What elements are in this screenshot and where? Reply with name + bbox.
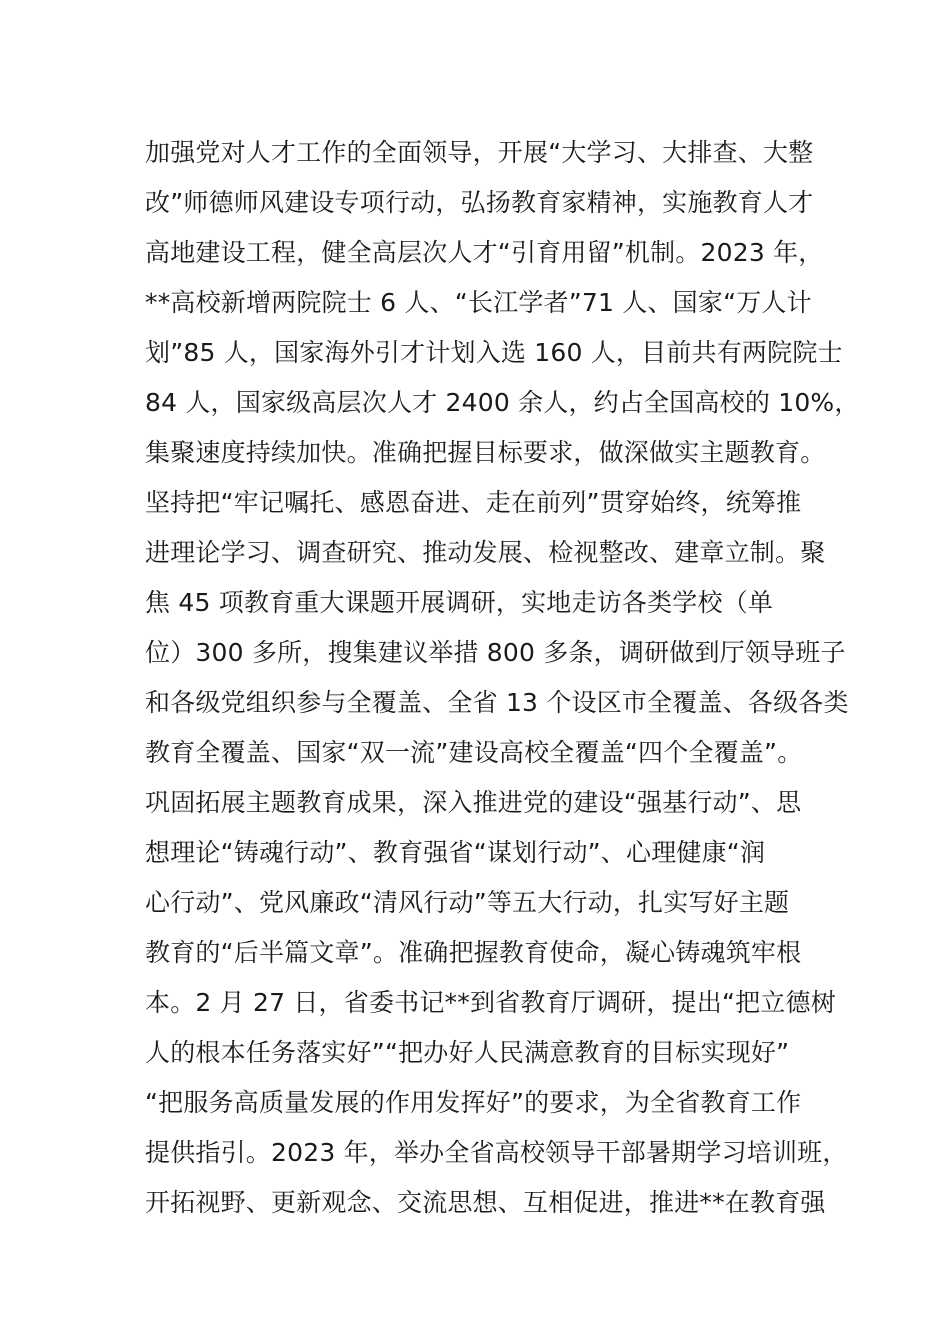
text-line: 焦 45 项教育重大课题开展调研，实地走访各类学校（单: [145, 588, 774, 617]
text-line: 划”85 人，国家海外引才计划入选 160 人，目前共有两院院士: [145, 338, 843, 367]
text-line: 心行动”、党风廉政“清风行动”等五大行动，扎实写好主题: [145, 888, 790, 917]
text-line: 开拓视野、更新观念、交流思想、互相促进，推进**在教育强: [145, 1188, 826, 1217]
text-line: 位）300 多所，搜集建议举措 800 多条，调研做到厅领导班子: [145, 638, 846, 667]
text-line: 坚持把“牢记嘱托、感恩奋进、走在前列”贯穿始终，统筹推: [145, 488, 802, 517]
body-paragraph: [145, 128, 860, 1228]
text-line: 和各级党组织参与全覆盖、全省 13 个设区市全覆盖、各级各类: [145, 688, 849, 717]
text-line: 教育的“后半篇文章”。准确把握教育使命，凝心铸魂筑牢根: [145, 938, 802, 967]
text-line: 加强党对人才工作的全面领导，开展“大学习、大排查、大整: [145, 138, 814, 167]
text-line: 教育全覆盖、国家“双一流”建设高校全覆盖“四个全覆盖”。: [145, 738, 803, 767]
text-line: “把服务高质量发展的作用发挥好”的要求，为全省教育工作: [145, 1088, 802, 1117]
text-line: 本。2 月 27 日，省委书记**到省教育厅调研，提出“把立德树: [145, 988, 836, 1017]
text-line: 高地建设工程，健全高层次人才“引育用留”机制。2023 年，: [145, 238, 824, 267]
text-line: 84 人，国家级高层次人才 2400 余人，约占全国高校的 10%，: [145, 388, 860, 417]
text-line: 巩固拓展主题教育成果，深入推进党的建设“强基行动”、思: [145, 788, 802, 817]
text-line: 集聚速度持续加快。准确把握目标要求，做深做实主题教育。: [145, 438, 826, 467]
text-line: 想理论“铸魂行动”、教育强省“谋划行动”、心理健康“润: [145, 838, 766, 867]
text-line: 提供指引。2023 年，举办全省高校领导干部暑期学习培训班，: [145, 1138, 848, 1167]
text-line: 人的根本任务落实好”“把办好人民满意教育的目标实现好”: [145, 1038, 790, 1067]
text-line: 进理论学习、调查研究、推动发展、检视整改、建章立制。聚: [145, 538, 826, 567]
text-line: **高校新增两院院士 6 人、“长江学者”71 人、国家“万人计: [145, 288, 812, 317]
text-line: 改”师德师风建设专项行动，弘扬教育家精神，实施教育人才: [145, 188, 814, 217]
